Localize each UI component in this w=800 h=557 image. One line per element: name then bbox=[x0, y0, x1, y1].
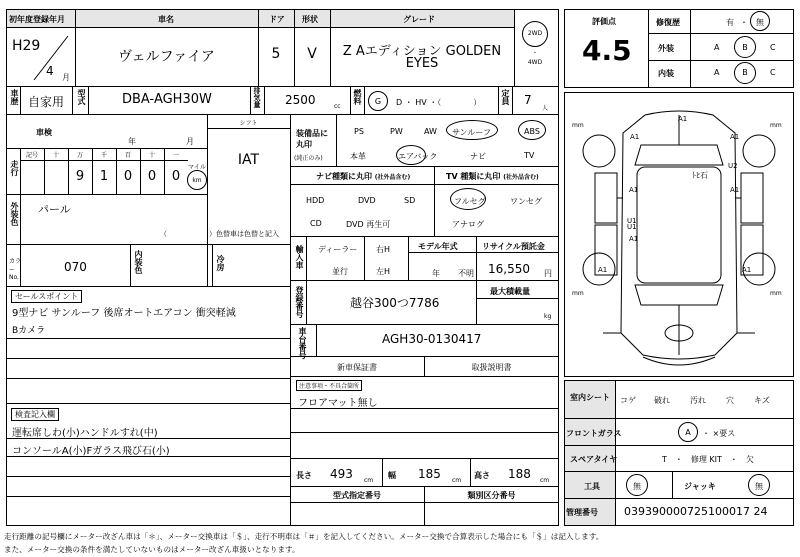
color-number: 070 bbox=[64, 260, 87, 274]
recycle-label: リサイクル預託金 bbox=[482, 242, 545, 251]
shift-value: IAT bbox=[237, 152, 260, 168]
mileage-digit: 9 bbox=[75, 169, 85, 184]
model-label: 型式 bbox=[77, 89, 86, 105]
glass-rest: ・ ×要ス bbox=[702, 429, 736, 438]
max-load-label: 最大積載量 bbox=[490, 287, 530, 296]
jack-value: 無 bbox=[755, 482, 763, 491]
footer-note-1: 走行距離の記号欄にメーター改ざん車は「＊」、メーター交換車は「＄」、走行不明車は「＃」を記入してください。メーター交換で合算表示した場合にも「＄」は記入します。 bbox=[4, 532, 604, 541]
car-body-diagram bbox=[565, 93, 793, 376]
warranty-doc: 新車保証書 bbox=[337, 363, 377, 372]
fuel-g: G bbox=[374, 97, 382, 106]
car-name: ヴェルファイア bbox=[118, 49, 215, 65]
abs-circle bbox=[518, 120, 546, 140]
model-code: DBA-AGH30W bbox=[122, 92, 212, 107]
length-value: 493 bbox=[330, 467, 353, 481]
width-value: 185 bbox=[418, 467, 441, 481]
glass-label: フロントガラス bbox=[566, 429, 622, 438]
interior-a: A bbox=[714, 68, 720, 77]
interior-c: C bbox=[770, 68, 776, 77]
seat-condition-option: 穴 bbox=[726, 396, 734, 405]
month-unit: 月 bbox=[62, 73, 70, 82]
spare-options: T ・ 修理 KIT ・ 欠 bbox=[662, 455, 754, 464]
type-designation-label: 型式指定番号 bbox=[333, 491, 381, 500]
import-left-h: 左H bbox=[376, 267, 391, 276]
damage-mark: A1 bbox=[629, 186, 639, 194]
recycle-unit: 円 bbox=[544, 269, 552, 278]
ac-label: 冷房 bbox=[216, 255, 225, 271]
damage-mark: U1 bbox=[627, 223, 637, 231]
import-label: 輸入車 bbox=[295, 245, 304, 269]
inspection-label: 車検 bbox=[36, 128, 52, 137]
model-year-unit: 年 bbox=[432, 269, 440, 278]
exterior-a: A bbox=[714, 43, 720, 52]
shape-label: 形状 bbox=[302, 15, 318, 24]
inspector-label: 検査記入欄 bbox=[11, 408, 59, 421]
mileage-digit-header: 千 bbox=[100, 152, 107, 159]
damage-mark: U1 bbox=[627, 217, 637, 225]
body-shape: V bbox=[307, 46, 317, 62]
equipment-label: 装備品に丸印 bbox=[296, 129, 328, 149]
mm-bottom-left: mm bbox=[572, 290, 584, 297]
mileage-digit-header: 十 bbox=[148, 152, 155, 159]
spare-label: スペアタイヤ bbox=[570, 455, 618, 464]
fuel-other: D ・ HV ・（ ） bbox=[396, 98, 482, 107]
year-label: 初年度登録年月 bbox=[9, 15, 65, 24]
model-year-unknown: 不明 bbox=[458, 269, 474, 278]
navi-label: ナビ種類に丸印 (社外品含む) bbox=[316, 172, 411, 181]
damage-mark: A1 bbox=[730, 186, 740, 194]
plate-number: 越谷300つ7786 bbox=[350, 296, 440, 310]
mileage-digit: 0 bbox=[123, 169, 133, 184]
exterior-color-label: 外装色 bbox=[10, 202, 19, 226]
drive-2wd: 2WD bbox=[527, 30, 543, 37]
import-parallel: 並行 bbox=[332, 267, 348, 276]
displacement-label: 排気量 bbox=[253, 87, 261, 108]
exterior-c: C bbox=[770, 43, 776, 52]
glass-a: A bbox=[685, 428, 691, 437]
seat-condition-option: キズ bbox=[754, 396, 770, 405]
control-number: 039390000725100017 24 bbox=[624, 505, 768, 518]
chassis-label: 車台番号 bbox=[298, 327, 307, 359]
mileage-label: 走行 bbox=[10, 160, 19, 176]
first-reg-year: H29 bbox=[12, 38, 41, 54]
score-label: 評価点 bbox=[592, 17, 616, 26]
height-value: 188 bbox=[508, 467, 531, 481]
seat-condition-option: 破れ bbox=[654, 396, 670, 405]
navi-cd: CD bbox=[310, 219, 322, 228]
width-label: 幅 bbox=[388, 471, 396, 480]
color-change-note: （ ）色替車は色替と記入 bbox=[160, 230, 279, 238]
grade-line1: Z Aエディション GOLDEN bbox=[342, 44, 502, 59]
fuel-label: 燃料 bbox=[353, 89, 362, 105]
width-unit: cm bbox=[452, 477, 462, 484]
mileage-digit: 1 bbox=[99, 169, 109, 184]
repair-label: 修復歴 bbox=[656, 18, 680, 27]
repair-sep: ・ bbox=[740, 18, 748, 27]
mileage-digit: 0 bbox=[171, 169, 181, 184]
name-label: 車名 bbox=[158, 15, 174, 24]
tv-fullseg: フルセグ bbox=[454, 197, 486, 206]
tools-value: 無 bbox=[633, 482, 641, 491]
tv-analog: アナログ bbox=[452, 220, 484, 229]
first-reg-month: 4 bbox=[46, 64, 54, 78]
equipment-option: 本革 bbox=[350, 152, 366, 161]
mileage-digit-header: 一 bbox=[172, 152, 179, 159]
navi-hdd: HDD bbox=[306, 196, 325, 205]
mileage-unit-mile: マイル bbox=[188, 164, 206, 171]
sunroof-circle bbox=[446, 120, 498, 140]
repair-yes: 有 bbox=[726, 18, 734, 27]
inspector-line1: 運転席しわ(小)ハンドルすれ(中) bbox=[12, 428, 158, 439]
mileage-digit: 0 bbox=[147, 169, 157, 184]
selling-points-line1: 9型ナビ サンルーフ 後席オートエアコン 衝突軽減 bbox=[12, 308, 236, 319]
notes-value: フロアマット無し bbox=[298, 398, 378, 409]
grade-label: グレード bbox=[403, 15, 435, 24]
fullseg-circle bbox=[450, 188, 486, 210]
damage-mark: A1 bbox=[629, 235, 639, 243]
interior-color-label: 内装色 bbox=[134, 250, 143, 274]
equipment-option: AW bbox=[424, 127, 437, 136]
max-load-unit: kg bbox=[544, 313, 552, 320]
mm-bottom-right: mm bbox=[770, 290, 782, 297]
usage-value: 自家用 bbox=[28, 95, 65, 109]
door-count: 5 bbox=[271, 46, 281, 62]
mileage-unit-km: km bbox=[192, 177, 202, 184]
drive-4wd: 4WD bbox=[527, 59, 543, 66]
seat-condition-option: 汚れ bbox=[690, 396, 706, 405]
capacity-label: 定員 bbox=[501, 89, 510, 105]
damage-mark: A1 bbox=[730, 133, 740, 141]
usage-label: 車歴 bbox=[10, 89, 19, 105]
tools-label: 工具 bbox=[584, 482, 600, 491]
damage-mark: U2 bbox=[728, 162, 738, 170]
header-strip bbox=[7, 10, 514, 27]
jack-label: ジャッキ bbox=[684, 482, 716, 491]
damage-mark: A1 bbox=[598, 266, 608, 274]
equipment-option: ABS bbox=[524, 127, 540, 136]
grade-line2: EYES bbox=[405, 56, 439, 71]
interior-label: 内装 bbox=[658, 69, 674, 78]
classification-label: 類別区分番号 bbox=[467, 491, 516, 500]
damage-mark: A1 bbox=[630, 133, 640, 141]
import-dealer: ディーラー bbox=[318, 245, 358, 254]
capacity-value: 7 bbox=[524, 93, 532, 107]
color-number-label: カラーNo. bbox=[9, 258, 22, 281]
exterior-color: パール bbox=[38, 203, 71, 216]
inspector-line2: コンソールA(小)Fガラス飛び石(小) bbox=[12, 446, 170, 457]
displacement-unit: cc bbox=[334, 103, 341, 110]
exterior-label: 外装 bbox=[658, 44, 674, 53]
mm-top-left: mm bbox=[572, 122, 584, 129]
height-label: 高さ bbox=[474, 471, 490, 480]
mileage-digit-header: 十 bbox=[52, 152, 59, 159]
plate-label: 登録番号 bbox=[295, 286, 304, 318]
navi-dvd-playback: DVD 再生可 bbox=[346, 220, 391, 229]
height-unit: cm bbox=[540, 477, 550, 484]
inspection-month-unit: 月 bbox=[186, 137, 194, 146]
equipment-option: PW bbox=[390, 127, 403, 136]
control-label: 管理番号 bbox=[566, 508, 598, 517]
equipment-option: TV bbox=[524, 151, 535, 160]
navi-dvd: DVD bbox=[358, 196, 376, 205]
capacity-unit: 人 bbox=[542, 105, 549, 112]
notes-label: 注意事項・不具合箇所 bbox=[296, 380, 362, 391]
mm-top-right: mm bbox=[770, 122, 782, 129]
door-label: ドア bbox=[269, 15, 285, 24]
length-unit: cm bbox=[364, 477, 374, 484]
equipment-option: ナビ bbox=[470, 152, 486, 161]
airbag-circle bbox=[396, 145, 426, 165]
mileage-digit-header: 記号 bbox=[25, 152, 38, 159]
exterior-b: B bbox=[742, 43, 748, 52]
chassis-number: AGH30-0130417 bbox=[382, 332, 482, 346]
selling-points-line2: Bカメラ bbox=[12, 326, 46, 336]
seat-label: 室内シート bbox=[570, 393, 610, 402]
import-right-h: 右H bbox=[376, 245, 391, 254]
navi-sd: SD bbox=[404, 196, 416, 205]
chip-note: ﾄﾋ石 bbox=[692, 171, 708, 180]
damage-mark: A1 bbox=[742, 266, 752, 274]
selling-points-label: セールスポイント bbox=[11, 290, 82, 303]
equipment-option: エアバック bbox=[398, 152, 438, 161]
footer-note-2: また、メーター交換の条件を満たしていないものはメーター改ざん車扱いとなります。 bbox=[4, 545, 300, 554]
mileage-digit-header: 百 bbox=[124, 152, 131, 159]
inspection-year-unit: 年 bbox=[128, 137, 136, 146]
model-year-label: モデル年式 bbox=[418, 242, 458, 251]
displacement-value: 2500 bbox=[285, 93, 316, 107]
equipment-option: サンルーフ bbox=[452, 128, 491, 137]
equipment-option: PS bbox=[354, 127, 364, 136]
equipment-sublabel: (純正のみ) bbox=[294, 155, 323, 162]
tv-oneseg: ワンセグ bbox=[510, 197, 542, 206]
recycle-fee: 16,550 bbox=[488, 262, 530, 276]
damage-mark: A1 bbox=[678, 115, 688, 123]
shift-label: シフト bbox=[239, 120, 258, 127]
repair-no: 無 bbox=[756, 18, 764, 27]
manual-doc: 取扱説明書 bbox=[471, 363, 512, 372]
interior-b: B bbox=[742, 68, 748, 77]
seat-condition-option: コゲ bbox=[620, 396, 636, 405]
overall-score: 4.5 bbox=[582, 34, 632, 67]
tv-label: TV 種類に丸印 (社外品含む) bbox=[446, 172, 539, 181]
mileage-digit-header: 万 bbox=[76, 152, 83, 159]
length-label: 長さ bbox=[296, 471, 312, 480]
